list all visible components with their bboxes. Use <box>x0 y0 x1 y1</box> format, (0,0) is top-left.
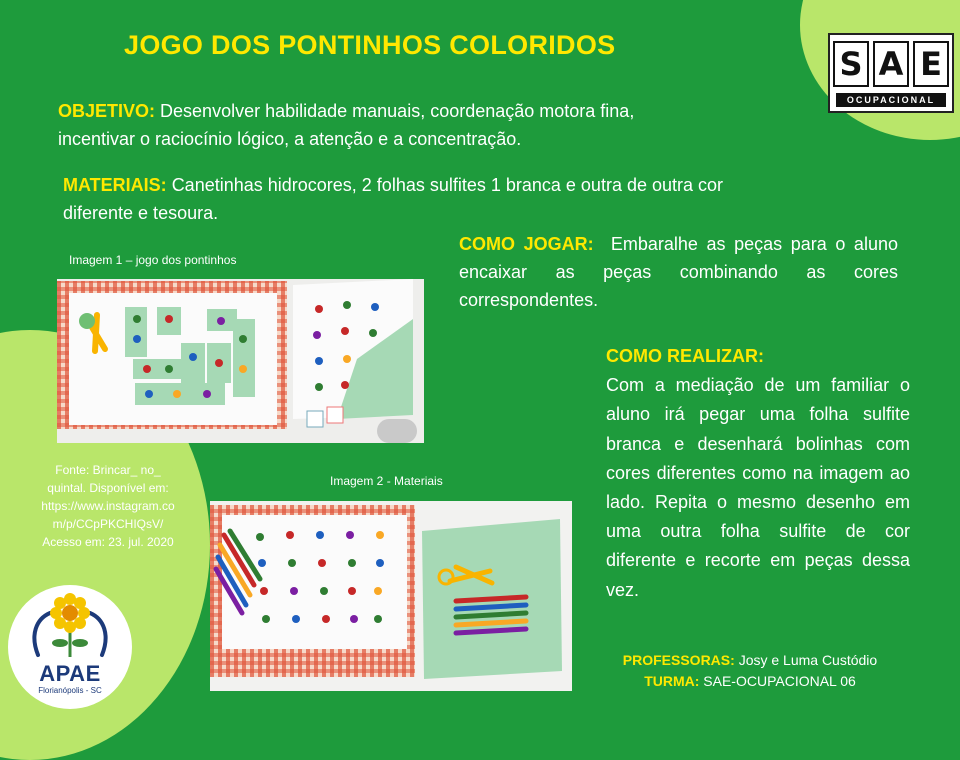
source-line-1: Fonte: Brincar_ no_ <box>55 463 161 477</box>
photo-2-illustration <box>210 501 572 691</box>
source-line-4[interactable]: m/p/CCpPKCHIQsV/ <box>52 517 164 531</box>
como-realizar-text: Com a mediação de um familiar o aluno irá pegar uma folha sulfite branca e desenhará bolinhas com cores diferentes como na imagem ao lado. Repita o mesmo desenho em uma outra folha sulfite de cor diferente e recorte em peças dessa vez. <box>606 375 910 600</box>
apae-name: APAE <box>39 661 101 686</box>
apae-city: Florianópolis - SC <box>38 686 102 695</box>
page-title: JOGO DOS PONTINHOS COLORIDOS <box>124 30 616 60</box>
materiais-label: MATERIAIS: <box>63 175 167 195</box>
sae-letter-a: A <box>873 41 909 87</box>
objetivo-text-1: Desenvolver habilidade manuais, coordenação motora fina, <box>160 101 635 121</box>
sae-letter-e: E <box>913 41 949 87</box>
como-realizar-section <box>606 342 910 605</box>
como-jogar-text: Embaralhe as peças para o aluno encaixar as peças combinando as cores correspondentes. <box>459 234 898 310</box>
image-1-caption: Imagem 1 – jogo dos pontinhos <box>69 253 237 267</box>
apae-logo <box>8 585 132 709</box>
materiais-line-1 <box>63 171 883 199</box>
objetivo-line-1 <box>58 97 774 125</box>
objetivo-text-2: incentivar o raciocínio lógico, a atenção e a concentração. <box>58 129 522 149</box>
como-realizar-label: COMO REALIZAR: <box>606 346 764 366</box>
apae-flower-hands-icon <box>8 585 132 665</box>
image-2-caption: Imagem 2 - Materiais <box>330 474 443 488</box>
turma-value: SAE-OCUPACIONAL 06 <box>703 673 856 689</box>
image-1-jogo-dos-pontinhos <box>57 279 424 443</box>
professoras-value: Josy e Luma Custódio <box>738 652 878 668</box>
turma-line <box>600 671 900 692</box>
como-jogar-section <box>459 230 898 314</box>
materiais-section <box>63 171 883 227</box>
sae-letter-s: S <box>833 41 869 87</box>
professoras-label: PROFESSORAS: <box>622 652 735 668</box>
professoras-line <box>600 650 900 671</box>
photo-1-illustration <box>57 279 424 443</box>
como-jogar-label: COMO JOGAR: <box>459 234 594 254</box>
sae-logo-subtitle: OCUPACIONAL <box>836 93 946 107</box>
materiais-text-1: Canetinhas hidrocores, 2 folhas sulfites 1 branca e outra de outra cor <box>171 175 724 195</box>
source-line-2: quintal. Disponível em: <box>47 481 169 495</box>
image-2-materiais <box>210 501 572 691</box>
source-line-3[interactable]: https://www.instagram.co <box>41 499 175 513</box>
turma-label: TURMA: <box>644 673 700 689</box>
image-source-citation <box>18 461 198 551</box>
objetivo-label: OBJETIVO: <box>58 101 156 121</box>
materiais-text-2: diferente e tesoura. <box>63 203 219 223</box>
credits <box>600 650 900 692</box>
source-line-5: Acesso em: 23. jul. 2020 <box>42 535 174 549</box>
objetivo-section <box>58 97 774 153</box>
sae-ocupacional-logo <box>828 33 954 113</box>
